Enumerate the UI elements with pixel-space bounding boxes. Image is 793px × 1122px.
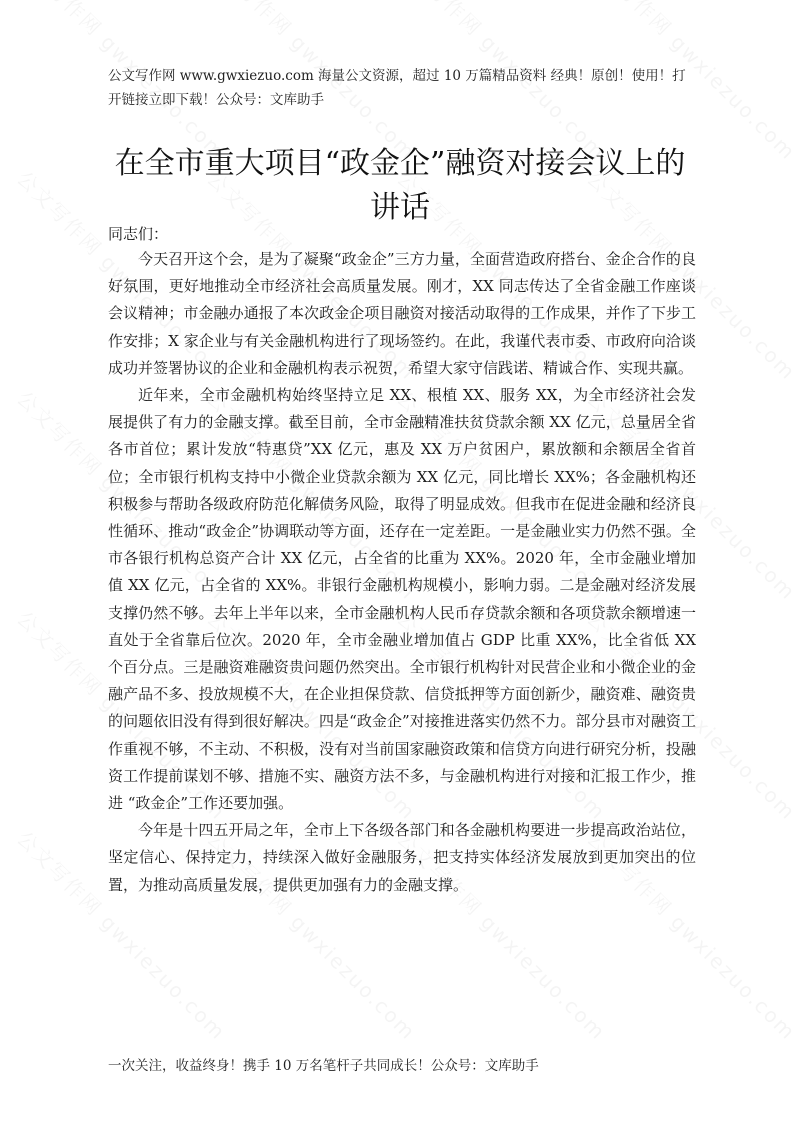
paragraph-2: 近年来，全市金融机构始终坚持立足 XX、根植 XX、服务 XX，为全市经济社会发展提供了有力的金融支撑。截至目前，全市金融精准扶贫贷款余额 XX 亿元，总量居全省各市首位；累计发放“特惠贷”XX 亿元，惠及 XX 万户贫困户，累放额和余额居全省首位；全市银行机构支持中小微企业贷款余额为 XX 亿元，同比增长 XX%；各金融机构还积极参与帮助各级政府防范化解债务风险，取得了明显成效。但我市在促进金融和经济良性循环、推动“政金企”协调联动等方面，还存在一定差距。一是金融业实力仍然不强。全市各银行机构总资产合计 XX 亿元，占全省的比重为 XX%。2020 年，全市金融业增加值 XX 亿元，占全省的 XX%。非银行金融机构规模小，影响力弱。二是金融对经济发展支撑仍然不够。去年上半年以来，全市金融机构人民币存贷款余额和各项贷款余额增速一直处于全省靠后位次。2020 年，全市金融业增加值占 GDP 比重 XX%，比全省低 XX 个百分点。三是融资难融资贵问题仍然突出。全市银行机构针对民营企业和小微企业的金融产品不多、投放规模不大，在企业担保贷款、信贷抵押等方面创新少，融资难、融资贵的问题依旧没有得到很好解决。四是“政金企”对接推进落实仍然不力。部分县市对融资工作重视不够，不主动、不积极，没有对当前国家融资政策和信贷方向进行研究分析，投融资工作提前谋划不够、措施不实、融资方法不多，与金融机构进行对接和汇报工作少，推进 “政金企”工作还要加强。 (108, 386, 696, 813)
footer-promo-text: 一次关注，收益终身！携手 10 万名笔杆子共同成长！公众号：文库助手 (108, 1058, 539, 1074)
paragraph-1: 今天召开这个会，是为了凝聚“政金企”三方力量，全面营造政府搭台、金企合作的良好氛围，更好地推动全市经济社会高质量发展。刚才，XX 同志传达了全省金融工作座谈会议精神；市金融办通报了本次政金企项目融资对接活动取得的工作成果，并作了下步工作安排；X 家企业与有关金融机构进行了现场签约。在此，我谨代表市委、市政府向洽谈成功并签署协议的企业和金融机构表示祝贺，希望大家守信践诺、精诚合作、实现共赢。 (108, 250, 696, 377)
document-body (108, 246, 696, 899)
header-promo-text: 公文写作网 www.gwxiezuo.com 海量公文资源，超过 10 万篇精品资料 经典！原创！使用！打开链接立即下载！公众号：文库助手 (108, 68, 686, 108)
paragraph-3: 今年是十四五开局之年，全市上下各级各部门和各金融机构要进一步提高政治站位，坚定信心、保持定力，持续深入做好金融服务，把支持实体经济发展放到更加突出的位置，为推动高质量发展，提供更加强有力的金融支撑。 (108, 821, 696, 894)
salutation: 同志们： (108, 225, 169, 243)
document-title: 在全市重大项目“政金企”融资对接会议上的讲话 (114, 146, 686, 225)
